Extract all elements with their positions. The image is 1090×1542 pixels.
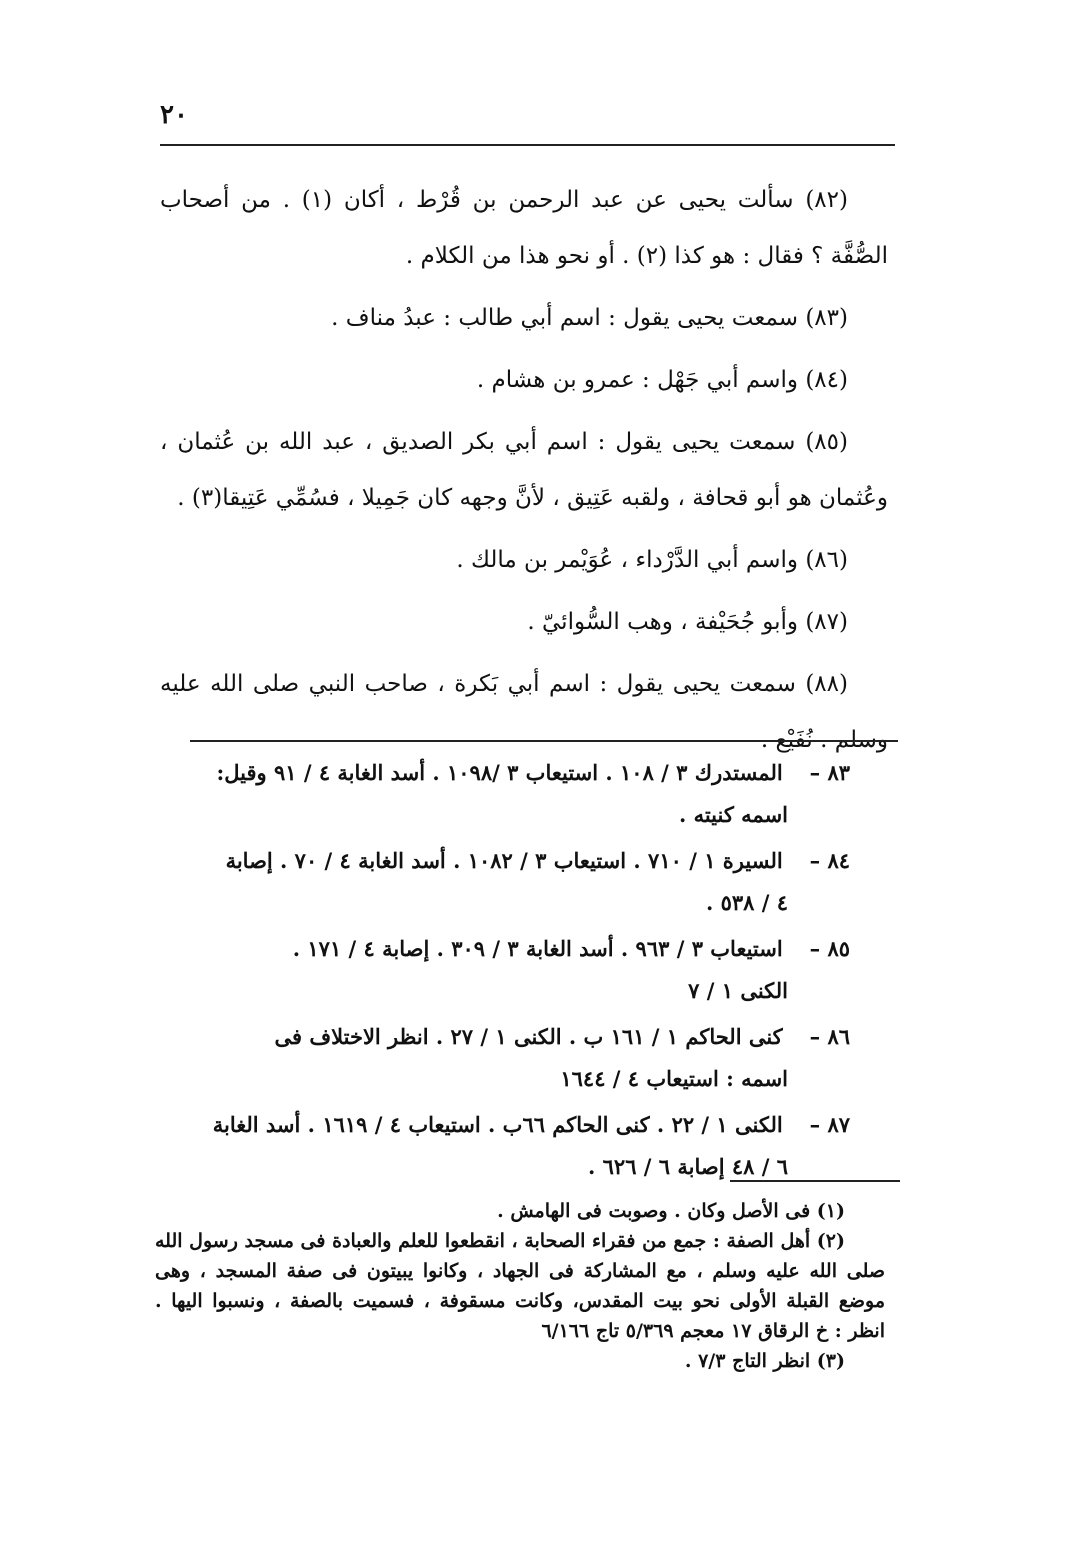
entry-84: (٨٤) واسم أبي جَهْل : عمرو بن هشام . (476, 367, 848, 393)
reference-continuation: اسمه : استيعاب ٤ / ١٦٤٤ (560, 1066, 788, 1091)
reference-item (160, 928, 850, 1012)
footnotes (155, 1196, 885, 1376)
reference-number: ٨٧ – (809, 1112, 850, 1137)
entry-86: (٨٦) واسم أبي الدَّرْداء ، عُوَيْمر بن مالك . (456, 547, 848, 573)
reference-text: استيعاب ٣ / ٩٦٣ . أسد الغابة ٣ / ٣٠٩ . إصابة ٤ / ١٧١ . (292, 936, 783, 961)
page-number: ٢٠ (160, 100, 188, 130)
references-list (160, 752, 850, 1192)
entry-83: (٨٣) سمعت يحيى يقول : اسم أبي طالب : عبدُ مناف . (331, 305, 848, 331)
reference-continuation: ٦ / ٤٨ إصابة ٦ / ٦٢٦ . (588, 1154, 788, 1179)
footnote-2: (٢) أهل الصفة : جمع من فقراء الصحابة ، انقطعوا للعلم والعبادة فى مسجد رسول الله صلى الله عليه وسلم ، مع المشاركة فى الجهاد ، وكانوا يبيتون فى صفة المسجد ، وهى موضع القبلة الأولى نحو بيت المقدس، وكانت مسقوفة ، فسميت بالصفة ، ونسبوا اليها . انظر : خ الرقاق ١٧ معجم ٥/٣٦٩ تاج ٦/١٦٦ (155, 1230, 885, 1342)
reference-item (160, 840, 850, 924)
reference-text: الكنى ١ / ٢٢ . كنى الحاكم ٦٦ب . استيعاب ٤ / ١٦١٩ . أسد الغابة (212, 1112, 783, 1137)
entry-85: (٨٥) سمعت يحيى يقول : اسم أبي بكر الصديق ، عبد الله بن عُثمان ، وعُثمان هو أبو قحافة ، ولقبه عَتِيق ، لأنَّ وجهه كان جَمِيلا ، فسُمِّي عَتِيقا(٣) . (160, 429, 888, 511)
reference-number: ٨٥ – (809, 936, 850, 961)
footnote-3: (٣) انظر التاج ٧/٣ . (684, 1350, 845, 1372)
main-text (160, 172, 888, 774)
header-rule (160, 144, 895, 146)
reference-number: ٨٣ – (809, 760, 850, 785)
reference-item (160, 1104, 850, 1188)
reference-number: ٨٦ – (809, 1024, 850, 1049)
reference-continuation: اسمه كنيته . (678, 802, 788, 827)
reference-number: ٨٤ – (809, 848, 850, 873)
reference-continuation: ٤ / ٥٣٨ . (705, 890, 788, 915)
reference-text: السيرة ١ / ٧١٠ . استيعاب ٣ / ١٠٨٢ . أسد الغابة ٤ / ٧٠ . إصابة (225, 848, 783, 873)
reference-text: المستدرك ٣ / ١٠٨ . استيعاب ٣ /١٠٩٨ . أسد الغابة ٤ / ٩١ وقيل: (216, 760, 783, 785)
references-rule (190, 740, 898, 742)
entry-82: (٨٢) سألت يحيى عن عبد الرحمن بن قُرْط ، أكان (١) . من أصحاب الصُّفَّة ؟ فقال : هو كذا (٢) . أو نحو هذا من الكلام . (160, 187, 888, 269)
reference-item (160, 1016, 850, 1100)
entry-87: (٨٧) وأبو جُحَيْفة ، وهب السُّوائيّ . (527, 609, 848, 635)
footnote-1: (١) فى الأصل وكان . وصوبت فى الهامش . (497, 1200, 845, 1222)
entry-88: (٨٨) سمعت يحيى يقول : اسم أبي بَكرة ، صاحب النبي صلى الله عليه وسلم . نُفَيْع . (160, 671, 888, 753)
footnote-rule (730, 1180, 900, 1182)
reference-continuation: الكنى ١ / ٧ (688, 978, 788, 1003)
reference-item (160, 752, 850, 836)
reference-text: كنى الحاكم ١ / ١٦١ ب . الكنى ١ / ٢٧ . انظر الاختلاف فى (274, 1024, 783, 1049)
